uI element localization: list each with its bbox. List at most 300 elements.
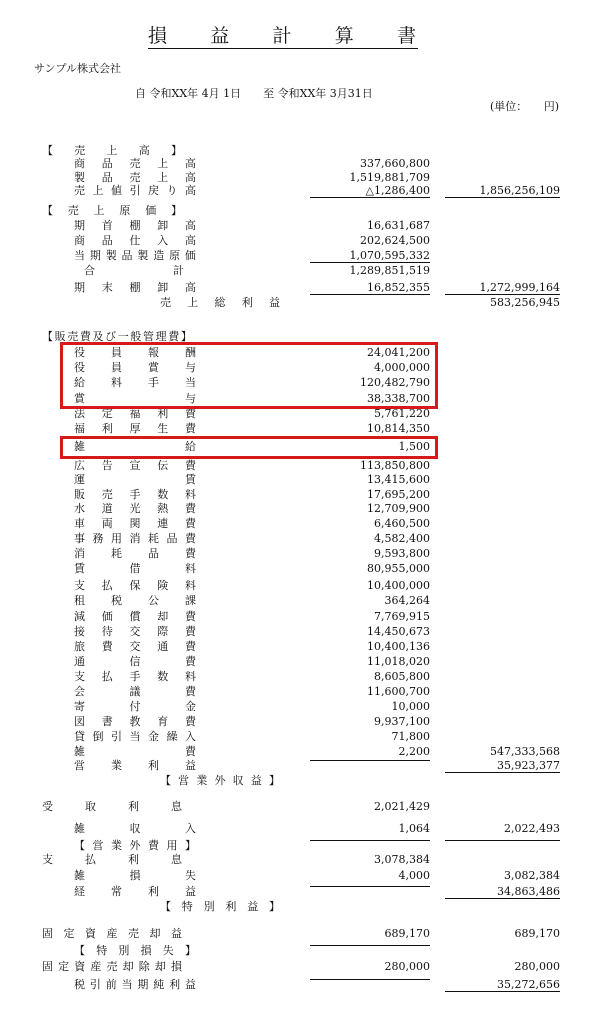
label-char: 取 (85, 800, 96, 813)
row-amount: 12,709,900 (367, 502, 430, 515)
row-subtotal: 3,082,384 (504, 869, 560, 882)
row-label (160, 901, 280, 913)
label-char: 旅 (74, 640, 85, 653)
label-char: 報 (148, 346, 159, 359)
label-char: 期 (74, 219, 85, 232)
label-char: 待 (101, 625, 113, 638)
label-char: 手 (129, 670, 141, 683)
label-char: 定 (58, 960, 70, 973)
label-char: 信 (129, 655, 141, 668)
row-label (42, 145, 182, 157)
row-amount: 10,400,136 (367, 640, 430, 653)
label-char: 損 (171, 960, 182, 973)
label-char: 上 (157, 171, 169, 184)
label-char: 息 (171, 853, 182, 866)
row-amount: 10,400,000 (367, 579, 430, 592)
fiscal-period: 自 令和XX年 4月 1日 至 令和XX年 3月31日 (135, 87, 373, 100)
label-char: 品 (121, 249, 133, 262)
label-char: 払 (101, 670, 113, 683)
label-char: 交 (129, 640, 141, 653)
row-label (74, 548, 196, 560)
label-char: 価 (184, 249, 196, 262)
row-subtotal: 280,000 (514, 960, 560, 973)
label-char: 費 (185, 610, 196, 623)
row-label (74, 870, 196, 882)
label-char: 原 (119, 204, 131, 217)
label-char: 高 (185, 157, 196, 170)
label-char: 耗 (148, 532, 159, 545)
label-char: 損 (140, 944, 152, 957)
label-char: 総 (214, 296, 226, 309)
row-amount: 16,631,687 (367, 219, 430, 232)
row-amount: 1,070,595,332 (310, 250, 430, 263)
row-label (74, 979, 196, 991)
row-label (74, 746, 196, 758)
row-label (74, 423, 196, 435)
label-char: 値 (111, 184, 122, 197)
label-char: 特 (181, 900, 193, 913)
label-char: 雑 (74, 869, 85, 882)
label-char: 育 (157, 715, 169, 728)
label-char: 手 (148, 376, 159, 389)
label-char: 原 (169, 249, 181, 262)
label-char: 費 (185, 502, 196, 515)
row-label (74, 220, 196, 232)
row-label (74, 250, 196, 262)
row-amount (310, 886, 430, 887)
label-char: 上 (92, 184, 104, 197)
label-char: 員 (111, 346, 122, 359)
row-amount: 4,000 (398, 869, 430, 882)
label-char: 利 (128, 800, 139, 813)
label-char: 寄 (74, 700, 85, 713)
label-char: 用 (111, 532, 122, 545)
highlight-box-misc-wages (60, 436, 438, 459)
label-char: 業 (111, 839, 122, 852)
row-amount: 120,482,790 (360, 376, 430, 389)
row-amount: 11,600,700 (367, 685, 430, 698)
label-char: 売 (160, 296, 171, 309)
row-amount: 24,041,200 (367, 346, 430, 359)
label-char: 租 (74, 594, 85, 607)
label-char: 却 (154, 960, 166, 973)
label-char: 常 (111, 885, 122, 898)
label-char: 営 (92, 839, 104, 852)
label-char: 価 (101, 610, 113, 623)
label-char: 事 (74, 532, 85, 545)
label-char: 図 (74, 715, 85, 728)
label-char: 費 (185, 459, 196, 472)
row-amount: 3,078,384 (374, 853, 430, 866)
label-char: 益 (185, 885, 196, 898)
row-amount: 38,338,700 (367, 392, 430, 405)
label-char: 製 (74, 171, 85, 184)
label-char: 売 (67, 204, 79, 217)
label-char: 雑 (74, 745, 85, 758)
label-char: 】 (185, 839, 196, 852)
row-label (74, 641, 196, 653)
label-char: 資 (74, 960, 86, 973)
label-char: 上 (157, 157, 169, 170)
row-amount: 16,852,355 (310, 282, 430, 295)
row-label (74, 474, 196, 486)
label-char: 用 (166, 839, 178, 852)
label-char: 道 (101, 502, 113, 515)
label-char: 利 (148, 759, 159, 772)
row-amount: 80,955,000 (367, 562, 430, 575)
label-char: 利 (225, 900, 237, 913)
row-amount: 364,264 (384, 594, 430, 607)
company-name: サンプル株式会社 (34, 62, 122, 75)
label-char: 課 (185, 594, 196, 607)
row-subtotal: 1,856,256,109 (445, 185, 560, 198)
label-char: 上 (106, 144, 118, 157)
label-char: 売 (129, 157, 141, 170)
label-char: 税 (74, 978, 85, 991)
label-char: 】 (170, 204, 182, 217)
label-char: 営 (178, 774, 190, 787)
label-char: 税 (111, 594, 122, 607)
label-char: 】 (268, 900, 280, 913)
label-char: 除 (138, 960, 150, 973)
row-subtotal: 2,022,493 (504, 822, 560, 835)
label-char: 料 (185, 670, 196, 683)
label-char: 費 (185, 745, 196, 758)
row-amount: 1,289,851,519 (349, 264, 430, 277)
label-char: 与 (185, 392, 196, 405)
row-label (74, 671, 196, 683)
label-char: 書 (101, 715, 113, 728)
label-char: 益 (184, 978, 196, 991)
label-char: 福 (129, 407, 141, 420)
label-char: 通 (157, 640, 169, 653)
label-char: 上 (93, 204, 105, 217)
label-char: 広 (74, 459, 85, 472)
label-char: 造 (153, 249, 165, 262)
label-char: 引 (129, 184, 141, 197)
label-char: 品 (101, 171, 113, 184)
label-char: 酬 (185, 346, 196, 359)
label-char: 入 (185, 730, 196, 743)
label-char: 雑 (74, 822, 85, 835)
label-char: 固 (42, 927, 53, 940)
label-char: 利 (241, 296, 253, 309)
label-char: 料 (185, 579, 196, 592)
row-subtotal (445, 840, 560, 841)
label-char: 製 (105, 249, 117, 262)
label-char: 役 (74, 361, 85, 374)
label-char: 厚 (129, 422, 141, 435)
label-char: 純 (153, 978, 165, 991)
label-char: 益 (247, 900, 259, 913)
label-char: 品 (101, 157, 113, 170)
label-char: 売 (106, 960, 118, 973)
row-label (74, 489, 196, 501)
label-char: 受 (42, 800, 53, 813)
label-char: 売 (74, 144, 86, 157)
row-label (74, 172, 196, 184)
label-char: 失 (162, 944, 174, 957)
label-char: 費 (168, 330, 180, 343)
row-subtotal: 34,863,486 (445, 886, 560, 899)
row-amount: 4,000,000 (374, 361, 430, 374)
unit-label: (単位： 円) (490, 100, 560, 113)
label-char: り (166, 184, 178, 197)
label-char: 費 (185, 532, 196, 545)
label-char: 期 (137, 978, 149, 991)
label-char: 賞 (74, 392, 85, 405)
row-amount: 6,460,500 (374, 517, 430, 530)
label-char: 給 (185, 440, 196, 453)
label-char: 売 (74, 184, 85, 197)
label-char: 益 (185, 759, 196, 772)
label-char: 益 (171, 927, 182, 940)
label-char: 交 (129, 625, 141, 638)
label-char: 保 (129, 579, 141, 592)
label-char: 連 (157, 517, 169, 530)
label-char: 理 (155, 330, 167, 343)
row-label (42, 205, 182, 217)
label-char: 雑 (74, 440, 85, 453)
row-label (74, 235, 196, 247)
label-char: 資 (85, 927, 96, 940)
row-amount: 1,064 (398, 822, 430, 835)
label-char: 賃 (185, 473, 196, 486)
row-label (74, 823, 196, 835)
row-amount: 71,800 (391, 730, 430, 743)
label-char: 却 (157, 610, 169, 623)
row-amount: 10,814,350 (367, 422, 430, 435)
row-amount: 280,000 (384, 960, 430, 973)
label-char: 消 (74, 547, 85, 560)
row-label (160, 297, 280, 309)
label-char: 賃 (74, 562, 85, 575)
label-char: 】 (180, 330, 192, 343)
row-label (42, 961, 182, 973)
row-amount: 9,593,800 (374, 547, 430, 560)
label-char: 末 (101, 281, 113, 294)
row-amount: 1,519,881,709 (349, 171, 430, 184)
row-subtotal: 689,170 (514, 927, 560, 940)
label-char: 高 (185, 281, 196, 294)
row-amount: 14,450,673 (367, 625, 430, 638)
label-char: 】 (184, 944, 196, 957)
label-char: 利 (101, 422, 113, 435)
label-char: 当 (121, 978, 133, 991)
row-amount: △1,286,400 (310, 185, 430, 198)
label-char: 販 (54, 330, 66, 343)
title-char: 書 (396, 25, 418, 47)
row-amount: 2,200 (398, 745, 430, 758)
label-char: 務 (92, 532, 104, 545)
label-char: 費 (101, 640, 113, 653)
label-char: 員 (111, 361, 122, 374)
row-label (74, 503, 196, 515)
label-char: 料 (185, 562, 196, 575)
row-amount: 337,660,800 (360, 157, 430, 170)
label-char: 業 (111, 759, 122, 772)
label-char: 息 (171, 800, 182, 813)
label-char: 品 (101, 234, 113, 247)
row-label (74, 580, 196, 592)
label-char: 険 (157, 579, 169, 592)
label-char: 入 (157, 234, 169, 247)
label-char: 数 (157, 670, 169, 683)
label-char: 棚 (129, 281, 141, 294)
label-char: 品 (166, 532, 178, 545)
label-char: 払 (101, 579, 113, 592)
label-char: 前 (105, 978, 117, 991)
label-char: 却 (122, 960, 134, 973)
label-char: 戻 (148, 184, 159, 197)
label-char: 金 (148, 730, 159, 743)
label-char: 際 (157, 625, 169, 638)
label-char: 【 (42, 330, 53, 343)
row-amount: 10,000 (391, 700, 430, 713)
label-char: 】 (268, 774, 280, 787)
row-amount: 113,850,800 (360, 459, 430, 472)
label-char: 【 (42, 204, 53, 217)
label-char: 売 (129, 171, 141, 184)
label-char: 益 (250, 774, 262, 787)
label-char: 費 (185, 547, 196, 560)
label-char: 外 (129, 839, 141, 852)
label-char: 接 (74, 625, 85, 638)
label-char: 支 (42, 853, 53, 866)
label-char: 費 (185, 407, 196, 420)
label-char: 関 (129, 517, 141, 530)
label-char: 両 (101, 517, 113, 530)
label-char: 金 (185, 700, 196, 713)
label-char: 引 (89, 978, 101, 991)
row-amount (310, 979, 430, 980)
label-char: 教 (129, 715, 141, 728)
label-char: 通 (74, 655, 85, 668)
label-char: 与 (185, 361, 196, 374)
label-char: 当 (129, 730, 141, 743)
label-char: 営 (74, 759, 85, 772)
row-label (74, 282, 196, 294)
row-amount: 8,605,800 (374, 670, 430, 683)
row-amount: 2,021,429 (374, 800, 430, 813)
row-label (74, 533, 196, 545)
row-label (74, 656, 196, 668)
label-char: 会 (74, 685, 85, 698)
label-char: 産 (106, 927, 118, 940)
label-char: 借 (129, 562, 141, 575)
label-char: 【 (160, 774, 171, 787)
label-char: 車 (74, 517, 85, 530)
label-char: 期 (89, 249, 101, 262)
row-label (74, 408, 196, 420)
row-amount (310, 945, 430, 946)
row-amount (310, 840, 430, 841)
label-char: 宣 (129, 459, 141, 472)
label-char: 手 (129, 488, 141, 501)
label-char: 貸 (74, 730, 85, 743)
title-char: 益 (210, 25, 232, 47)
row-subtotal: 35,923,377 (445, 760, 560, 773)
row-label (74, 716, 196, 728)
row-amount: 5,761,220 (374, 407, 430, 420)
label-char: 払 (85, 853, 96, 866)
label-char: 管 (143, 330, 154, 343)
row-label (74, 760, 196, 772)
label-char: 費 (148, 839, 159, 852)
label-char: 販 (74, 488, 85, 501)
row-label (74, 611, 196, 623)
row-amount: 689,170 (384, 927, 430, 940)
label-char: 告 (101, 459, 113, 472)
label-char: 失 (185, 869, 196, 882)
label-char: 利 (157, 407, 169, 420)
row-label (74, 626, 196, 638)
label-char: 利 (148, 885, 159, 898)
label-char: 賞 (148, 361, 159, 374)
label-char: 産 (90, 960, 102, 973)
label-char: 収 (232, 774, 244, 787)
label-char: 入 (185, 822, 196, 835)
label-char: 支 (74, 670, 85, 683)
row-label (74, 731, 196, 743)
row-subtotal: 583,256,945 (490, 296, 560, 309)
label-char: 【 (42, 144, 53, 157)
label-char: 価 (145, 204, 157, 217)
row-label (74, 185, 196, 197)
label-char: 特 (96, 944, 108, 957)
label-char: 高 (185, 171, 196, 184)
label-char: 消 (129, 532, 141, 545)
label-char: 別 (118, 944, 130, 957)
label-char: 伝 (157, 459, 169, 472)
label-char: 福 (74, 422, 85, 435)
row-label (74, 886, 196, 898)
row-amount: 17,695,200 (367, 488, 430, 501)
label-char: 期 (74, 281, 85, 294)
label-char: 利 (169, 978, 181, 991)
label-char: 料 (185, 488, 196, 501)
label-char: 売 (101, 488, 113, 501)
label-char: 【 (160, 900, 171, 913)
label-char: 数 (157, 488, 169, 501)
label-char: 光 (129, 502, 141, 515)
row-amount: 202,624,500 (360, 234, 430, 247)
row-label (74, 945, 196, 957)
label-char: 費 (185, 640, 196, 653)
label-char: 利 (128, 853, 139, 866)
row-label (74, 595, 196, 607)
row-subtotal: 1,272,999,164 (445, 282, 560, 295)
label-char: 売 (67, 330, 79, 343)
label-char: 高 (185, 184, 196, 197)
label-char: 当 (74, 249, 85, 262)
row-amount: 13,415,600 (367, 473, 430, 486)
label-char: 卸 (157, 281, 169, 294)
row-label (84, 265, 184, 277)
label-char: 売 (128, 927, 139, 940)
label-char: 費 (185, 655, 196, 668)
label-char: 給 (74, 376, 85, 389)
label-char: 費 (185, 685, 196, 698)
label-char: 【 (74, 839, 85, 852)
label-char: 定 (63, 927, 75, 940)
row-label (74, 563, 196, 575)
label-char: 繰 (166, 730, 178, 743)
row-label (74, 701, 196, 713)
row-label (74, 158, 196, 170)
row-subtotal: 35,272,656 (445, 979, 560, 992)
label-char: 合 (84, 264, 95, 277)
